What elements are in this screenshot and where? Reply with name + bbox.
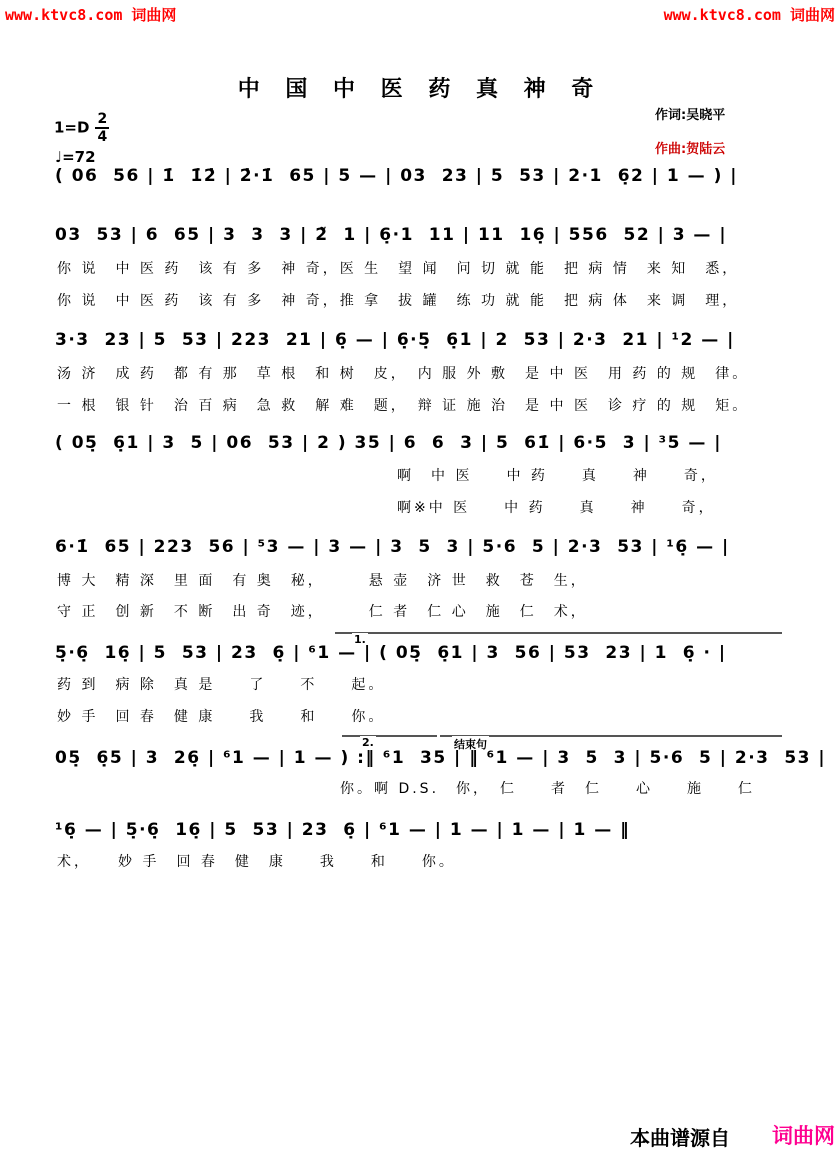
notation-line-1: ( 06 56 | 1̇ 1̇2̇ | 2̇·1̇ 65 | 5 — | 03 23 | 5 53 | 2·1 6̣2 | 1 — ) | [55, 166, 738, 186]
key-signature [54, 112, 109, 144]
lyric-line-3a: 汤 济 成 药 都 有 那 草 根 和 树 皮， 内 服 外 敷 是 中 医 用 药 的 规 律。 [57, 366, 750, 382]
tonic-label: 1=D [54, 118, 90, 137]
second-ending-label: 2. [362, 736, 374, 749]
watermark-top-left: www.ktvc8.com 词曲网 [5, 6, 177, 24]
lyric-line-4b: 啊※中 医 中 药 真 神 奇， [397, 500, 716, 516]
notation-line-7: 05̣ 6̣5 | 3 26̣ | ⁶1 — | 1 — ) :‖ ⁶1 35 | ‖ ⁶1 — | 3 5 3 | 5·6 5 | 2·3 53 | [55, 748, 827, 768]
notation-line-3: 3·3 23 | 5 53 | 223 21 | 6̣ — | 6̣·5̣ 6̣1 | 2 53 | 2·3 21 | ¹2 — | [55, 330, 735, 350]
song-title: 中 国 中 医 药 真 神 奇 [237, 77, 603, 102]
coda-bracket [440, 735, 782, 737]
lyric-line-5a: 博 大 精 深 里 面 有 奥 秘， 悬 壶 济 世 救 苍 生， [57, 573, 588, 589]
lyric-line-4a: 啊 中 医 中 药 真 神 奇， [397, 468, 718, 484]
time-signature: $\frac{2}{4}$ [97, 111, 108, 145]
lyric-line-3b: 一 根 银 针 治 百 病 急 救 解 难 题， 辩 证 施 治 是 中 医 诊 疗 的 规 矩。 [57, 398, 750, 414]
lyric-line-5b: 守 正 创 新 不 断 出 奇 迹， 仁 者 仁 心 施 仁 术， [57, 604, 588, 620]
lyric-line-2b: 你 说 中 医 药 该 有 多 神 奇，推 拿 拔 罐 练 功 就 能 把 病 体 来 调 理， [57, 293, 740, 309]
composer-credit: 作曲:贺陆云 [655, 142, 726, 157]
lyric-line-8a: 术， 妙 手 回 春 健 康 我 和 你。 [57, 854, 456, 870]
lyric-line-6a: 药 到 病 除 真 是 了 不 起。 [57, 677, 386, 693]
notation-line-2: 03 53 | 6 65 | 3 3 3 | 2̃ 1 | 6̣·1 11 | 11 16̣ | 556 52 | 3 — | [55, 225, 728, 245]
notation-line-5: 6·1̇ 65 | 223 56 | ⁵3 — | 3 — | 3 5 3 | 5·6 5 | 2·3 53 | ¹6̣ — | [55, 537, 730, 557]
notation-line-4: ( 05̣ 6̣1 | 3 5 | 06 53 | 2 ) 35 | 6 6 3 | 5 61̇ | 6·5 3 | ³5 — | [55, 433, 722, 453]
notation-line-8: ¹6̣ — | 5̣·6̣ 16̣ | 5 53 | 23 6̣ | ⁶1 — | 1 — | 1 — | 1 — ‖ [55, 820, 631, 840]
lyric-line-2a: 你 说 中 医 药 该 有 多 神 奇，医 生 望 闻 问 切 就 能 把 病 情 来 知 悉， [57, 261, 740, 277]
notation-line-6: 5̣·6̣ 16̣ | 5 53 | 23 6̣ | ⁶1 — | ( 05̣ 6̣1 | 3 56 | 53 23 | 1 6̣ · | [55, 643, 727, 663]
footer-site-name: 词曲网 [772, 1124, 835, 1148]
lyric-line-6b: 妙 手 回 春 健 康 我 和 你。 [57, 709, 386, 725]
coda-label: 结束句 [454, 738, 487, 751]
watermark-top-right: www.ktvc8.com 词曲网 [663, 6, 835, 24]
first-ending-bracket [335, 632, 782, 634]
second-ending-bracket [342, 735, 437, 737]
footer-source-label: 本曲谱源自 [630, 1126, 730, 1150]
lyricist-credit: 作词:吴晓平 [655, 108, 726, 123]
tempo-marking: ♩=72 [55, 148, 96, 166]
lyric-line-7a: 你。啊 D.S. 你， 仁 者 仁 心 施 仁 [340, 781, 756, 797]
first-ending-label: 1. [354, 633, 366, 646]
